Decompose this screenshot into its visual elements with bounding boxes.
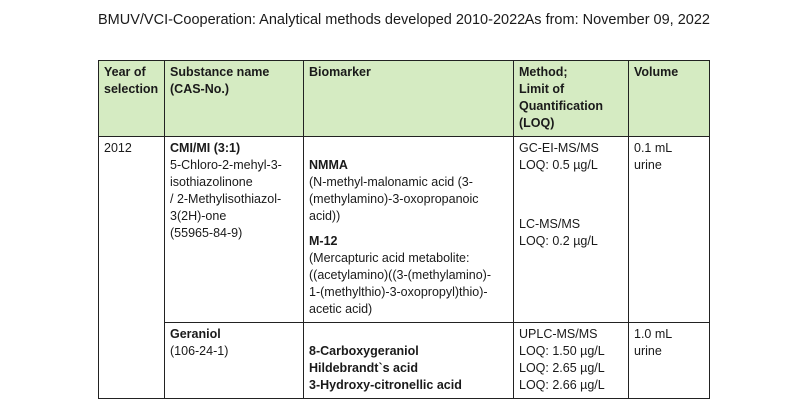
table-header-row (99, 61, 710, 137)
column-header-method: Method; Limit of Quantification (LOQ) (514, 61, 629, 137)
substance-cell: Geraniol (106-24-1) (165, 323, 304, 399)
substance-cell: CMI/MI (3:1) 5-Chloro-2-mehyl-3- isothiazolinone / 2-Methylisothiazol- 3(2H)-one (55965-84-9) (165, 137, 304, 323)
year-cell: 2012 (99, 137, 165, 399)
volume-cell: 1.0 mL urine (629, 323, 710, 399)
method-cell: UPLC-MS/MS LOQ: 1.50 µg/L LOQ: 2.65 µg/L LOQ: 2.66 µg/L (514, 323, 629, 399)
column-header-biomarker: Biomarker (304, 61, 514, 137)
methods-table (98, 60, 710, 399)
method-cell: GC-EI-MS/MS LOQ: 0.5 µg/L LC-MS/MS LOQ: 0.2 µg/L (514, 137, 629, 323)
biomarker-cell: 8-Carboxygeraniol Hildebrandt`s acid 3-Hydroxy-citronellic acid (304, 323, 514, 399)
column-header-year: Year of selection (99, 61, 165, 137)
table-row (99, 323, 710, 399)
column-header-substance: Substance name (CAS-No.) (165, 61, 304, 137)
column-header-volume: Volume (629, 61, 710, 137)
document-date: As from: November 09, 2022 (524, 12, 710, 28)
biomarker-cell: NMMA (N-methyl-malonamic acid (3- (methylamino)-3-oxopropanoic acid)) M-12 (Mercapturic acid metabolite: ((acetylamino)((3-(methylamino)- 1-(methylthio)-3-oxopropyl)thio)- acetic acid) (304, 137, 514, 323)
document-title: BMUV/VCI-Cooperation: Analytical methods developed 2010-2022 (98, 12, 526, 28)
table-row (99, 137, 710, 323)
volume-cell: 0.1 mL urine (629, 137, 710, 323)
